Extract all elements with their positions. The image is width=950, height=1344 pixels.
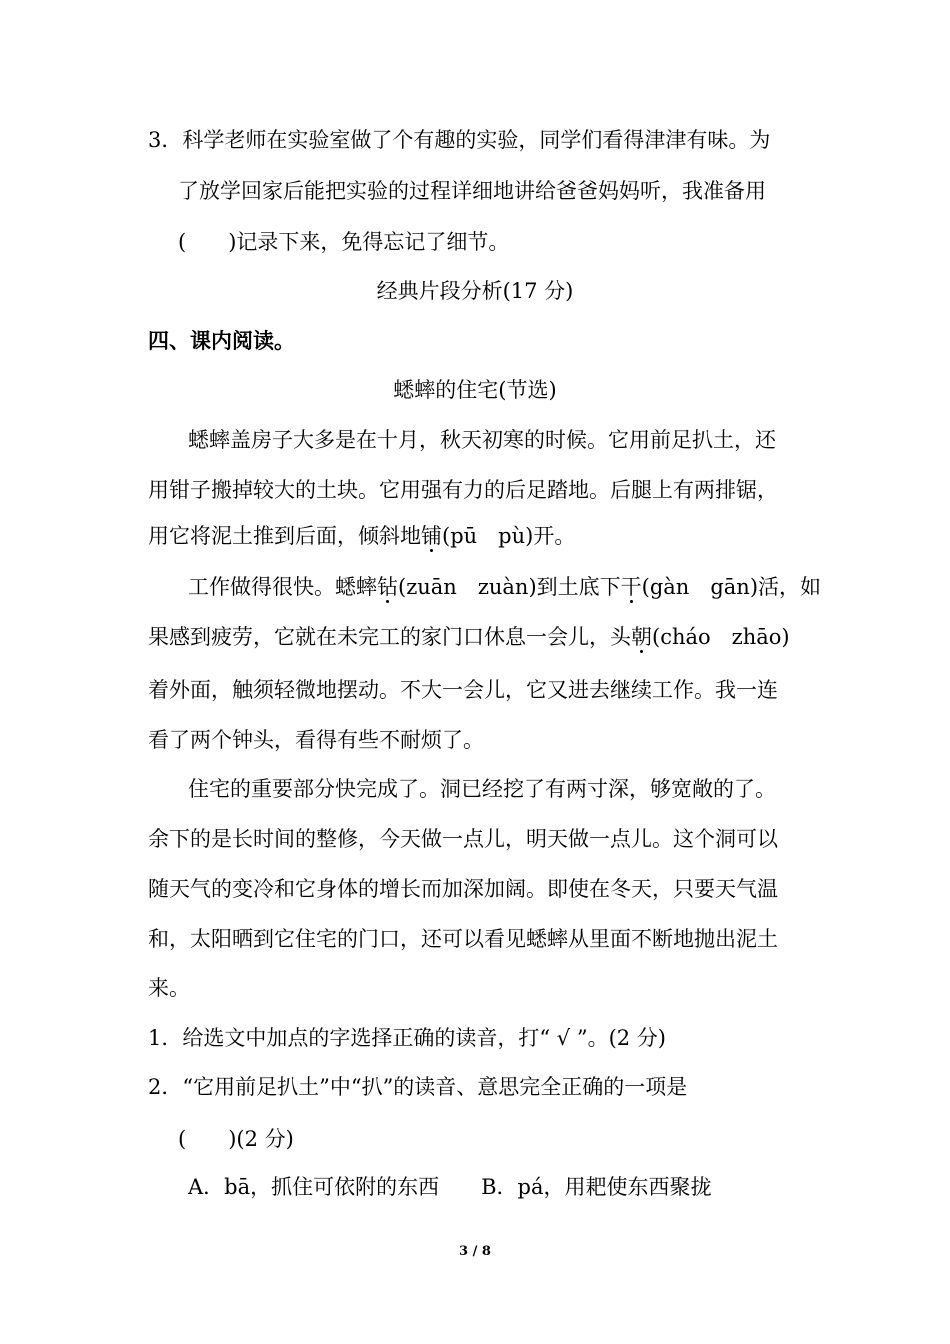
paragraph-line: 住宅的重要部分快完成了。洞已经挖了有两寸深，够宽敞的了。 [188,777,776,801]
text-segment: 果感到疲劳，它就在未完工的家门口休息一会儿，头 [148,625,631,649]
paragraph-line: 随天气的变冷和它身体的增长而加深加阔。即使在冬天，只要天气温 [148,877,778,901]
text-segment: 用它将泥土推到后面，倾斜地 [148,524,421,548]
dotted-character: 干 [620,575,642,599]
passage-title-note: (节选) [498,378,557,402]
dotted-character: 钻 [377,575,398,599]
question-2-line-1: 2．“它用前足扒土”中“扒”的读音、意思完全正确的一项是 [148,1075,688,1099]
paragraph-line: 着外面，触须轻微地摆动。不大一会儿，它又进去继续工作。我一连 [148,678,778,702]
text-segment: (pū pù)开。 [442,524,576,548]
question-2-options: A．bā，抓住可依附的东西 B．pá，用耙使东西聚拢 [188,1175,712,1199]
paragraph-line: 来。 [148,976,190,1000]
q3-line-2: 了放学回家后能把实验的过程详细地讲给爸爸妈妈听，我准备用 [178,179,766,203]
paragraph-line: 用钳子搬掉较大的土块。它用强有力的后足踏地。后腿上有两排锯， [148,478,778,502]
paragraph-line [148,623,790,651]
passage-title-text: 蟋蟀的住宅 [393,378,499,402]
paragraph-line [188,573,821,601]
part-4-heading: 四、课内阅读。 [148,328,295,353]
paragraph-line: 和，太阳晒到它住宅的门口，还可以看见蟋蟀从里面不断地抛出泥土 [148,927,778,951]
question-1: 1．给选文中加点的字选择正确的读音，打“ √ ”。(2 分) [148,1026,666,1050]
q3-line-1: 3．科学老师在实验室做了个有趣的实验，同学们看得津津有味。为 [148,128,771,152]
passage-title [0,376,950,404]
text-segment: (cháo zhāo) [652,625,790,649]
q3-line-3: ( )记录下来，免得忘记了细节。 [178,230,510,254]
text-segment: (zuān zuàn)到土底下 [398,575,621,599]
page-number: 3 / 8 [459,1244,491,1259]
section-title: 经典片段分析(17 分) [376,279,574,303]
question-2-line-2: ( )(2 分) [178,1127,294,1151]
paragraph-line: 余下的是长时间的整修，今天做一点儿，明天做一点儿。这个洞可以 [148,827,778,851]
text-segment: (gàn gān)活，如 [641,575,822,599]
dotted-character: 铺 [421,524,442,548]
text-segment: 工作做得很快。蟋蟀 [188,575,377,599]
dotted-character: 朝 [631,625,652,649]
paragraph-line: 蟋蟀盖房子大多是在十月，秋天初寒的时候。它用前足扒土，还 [188,428,776,452]
paragraph-line [148,522,575,550]
paragraph-line: 看了两个钟头，看得有些不耐烦了。 [148,728,484,752]
